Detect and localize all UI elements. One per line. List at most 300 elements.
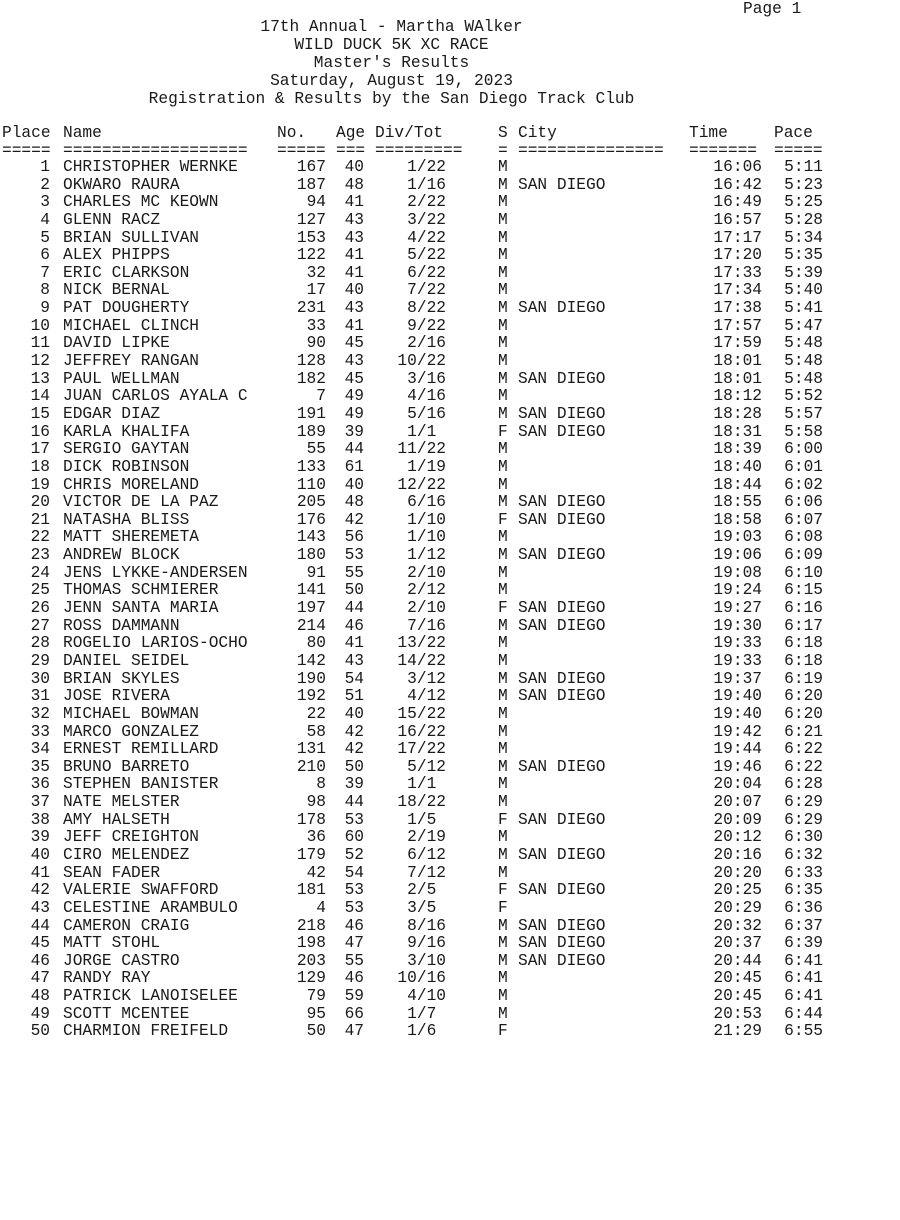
pace: 6:33 [784, 863, 823, 882]
col-place: Place [2, 124, 51, 142]
runner-name: BRIAN SKYLES [63, 669, 180, 688]
bib-number: 7 [316, 387, 326, 406]
pace: 6:41 [784, 987, 823, 1006]
division-rank: 2/5 [407, 881, 446, 900]
division-rank: 9/22 [407, 316, 446, 335]
finish-time: 19:06 [713, 546, 762, 565]
rule-name: =================== [63, 141, 248, 160]
rule-div: ========= [375, 141, 463, 160]
result-row [2, 387, 882, 405]
place: 13 [30, 369, 50, 388]
sex: M [498, 281, 508, 300]
bib-number: 153 [296, 228, 326, 247]
pace: 6:20 [784, 704, 823, 723]
pace: 5:48 [784, 369, 823, 388]
bib-number: 79 [306, 987, 326, 1006]
age: 44 [344, 440, 364, 459]
age: 42 [344, 510, 364, 529]
division-rank: 1/19 [407, 457, 446, 476]
runner-name: VALERIE SWAFFORD [63, 881, 219, 900]
city: SAN DIEGO [518, 810, 606, 829]
runner-name: EDGAR DIAZ [63, 404, 161, 423]
sex: M [498, 828, 508, 847]
column-rule-row [2, 142, 882, 160]
runner-name: JORGE CASTRO [63, 951, 180, 970]
sex: M [498, 387, 508, 406]
age: 66 [344, 1004, 364, 1023]
bib-number: 58 [306, 722, 326, 741]
bib-number: 192 [296, 687, 326, 706]
runner-name: NICK BERNAL [63, 281, 170, 300]
runner-name: AMY HALSETH [63, 810, 170, 829]
place: 32 [30, 704, 50, 723]
result-row [2, 405, 882, 423]
runner-name: MICHAEL BOWMAN [63, 704, 199, 723]
city: SAN DIEGO [518, 175, 606, 194]
sex: M [498, 934, 508, 953]
city: SAN DIEGO [518, 687, 606, 706]
result-row [2, 511, 882, 529]
place: 41 [30, 863, 50, 882]
result-row [2, 1005, 882, 1023]
bib-number: 210 [296, 757, 326, 776]
pace: 6:44 [784, 1004, 823, 1023]
bib-number: 50 [306, 1022, 326, 1041]
pace: 5:35 [784, 246, 823, 265]
results-category: Master's Results [313, 54, 470, 72]
result-row [2, 705, 882, 723]
finish-time: 18:39 [713, 440, 762, 459]
finish-time: 17:20 [713, 246, 762, 265]
age: 50 [344, 757, 364, 776]
runner-name: ALEX PHIPPS [63, 246, 170, 265]
division-rank: 1/1 [407, 775, 446, 794]
age: 43 [344, 352, 364, 371]
bib-number: 167 [296, 158, 326, 176]
age: 55 [344, 951, 364, 970]
runner-name: THOMAS SCHMIERER [63, 581, 219, 600]
sex: M [498, 475, 508, 494]
sex: F [498, 810, 508, 829]
finish-time: 16:06 [713, 158, 762, 176]
place: 11 [30, 334, 50, 353]
city: SAN DIEGO [518, 422, 606, 441]
pace: 6:28 [784, 775, 823, 794]
finish-time: 19:03 [713, 528, 762, 547]
sex: M [498, 440, 508, 459]
pace: 6:16 [784, 599, 823, 618]
place: 1 [40, 158, 50, 176]
city: SAN DIEGO [518, 616, 606, 635]
runner-name: ERIC CLARKSON [63, 263, 190, 282]
result-row [2, 634, 882, 652]
result-row [2, 917, 882, 935]
age: 43 [344, 210, 364, 229]
organizer-credit: Registration & Results by the San Diego Track Club [148, 90, 635, 108]
place: 37 [30, 793, 50, 812]
place: 26 [30, 599, 50, 618]
runner-name: JEFFREY RANGAN [63, 352, 199, 371]
sex: M [498, 563, 508, 582]
finish-time: 18:44 [713, 475, 762, 494]
city: SAN DIEGO [518, 757, 606, 776]
place: 19 [30, 475, 50, 494]
pace: 5:57 [784, 404, 823, 423]
runner-name: PAT DOUGHERTY [63, 299, 190, 318]
sex: M [498, 916, 508, 935]
result-row [2, 987, 882, 1005]
age: 56 [344, 528, 364, 547]
bib-number: 131 [296, 740, 326, 759]
place: 2 [40, 175, 50, 194]
place: 27 [30, 616, 50, 635]
sex: M [498, 210, 508, 229]
division-rank: 3/16 [407, 369, 446, 388]
pace: 6:18 [784, 634, 823, 653]
place: 23 [30, 546, 50, 565]
age: 53 [344, 881, 364, 900]
pace: 5:11 [784, 158, 823, 176]
finish-time: 17:33 [713, 263, 762, 282]
pace: 6:01 [784, 457, 823, 476]
place: 43 [30, 898, 50, 917]
division-rank: 1/22 [407, 158, 446, 176]
finish-time: 20:20 [713, 863, 762, 882]
age: 40 [344, 475, 364, 494]
column-headers [2, 124, 882, 159]
pace: 6:29 [784, 793, 823, 812]
age: 41 [344, 263, 364, 282]
age: 40 [344, 281, 364, 300]
sex: M [498, 757, 508, 776]
result-row [2, 775, 882, 793]
result-row [2, 334, 882, 352]
sex: M [498, 793, 508, 812]
division-rank: 1/16 [407, 175, 446, 194]
place: 12 [30, 352, 50, 371]
result-row [2, 564, 882, 582]
pace: 6:09 [784, 546, 823, 565]
result-row [2, 811, 882, 829]
age: 41 [344, 246, 364, 265]
result-row [2, 281, 882, 299]
place: 14 [30, 387, 50, 406]
finish-time: 19:24 [713, 581, 762, 600]
finish-time: 20:12 [713, 828, 762, 847]
pace: 6:06 [784, 493, 823, 512]
finish-time: 20:16 [713, 845, 762, 864]
age: 60 [344, 828, 364, 847]
pace: 6:20 [784, 687, 823, 706]
col-name: Name [63, 124, 102, 142]
city: SAN DIEGO [518, 934, 606, 953]
finish-time: 19:37 [713, 669, 762, 688]
runner-name: DICK ROBINSON [63, 457, 190, 476]
sex: M [498, 616, 508, 635]
event-title: 17th Annual - Martha WAlker [260, 18, 523, 36]
finish-time: 19:40 [713, 704, 762, 723]
runner-name: CHARLES MC KEOWN [63, 193, 219, 212]
sex: M [498, 687, 508, 706]
sex: M [498, 651, 508, 670]
finish-time: 19:08 [713, 563, 762, 582]
runner-name: ROSS DAMMANN [63, 616, 180, 635]
place: 22 [30, 528, 50, 547]
result-row [2, 723, 882, 741]
result-row [2, 546, 882, 564]
finish-time: 17:38 [713, 299, 762, 318]
finish-time: 17:59 [713, 334, 762, 353]
bib-number: 214 [296, 616, 326, 635]
bib-number: 189 [296, 422, 326, 441]
result-row [2, 423, 882, 441]
place: 7 [40, 263, 50, 282]
bib-number: 187 [296, 175, 326, 194]
place: 36 [30, 775, 50, 794]
result-row [2, 158, 882, 176]
city: SAN DIEGO [518, 404, 606, 423]
pace: 6:30 [784, 828, 823, 847]
finish-time: 20:32 [713, 916, 762, 935]
runner-name: KARLA KHALIFA [63, 422, 190, 441]
sex: M [498, 845, 508, 864]
runner-name: OKWARO RAURA [63, 175, 180, 194]
city: SAN DIEGO [518, 369, 606, 388]
age: 41 [344, 634, 364, 653]
pace: 6:41 [784, 969, 823, 988]
division-rank: 7/12 [407, 863, 446, 882]
sex: M [498, 581, 508, 600]
col-pace: Pace [774, 124, 813, 142]
runner-name: ERNEST REMILLARD [63, 740, 219, 759]
runner-name: BRIAN SULLIVAN [63, 228, 199, 247]
rule-time: ======= [689, 141, 757, 160]
result-row [2, 458, 882, 476]
sex: M [498, 863, 508, 882]
sex: M [498, 352, 508, 371]
runner-name: DANIEL SEIDEL [63, 651, 190, 670]
runner-name: RANDY RAY [63, 969, 151, 988]
city: SAN DIEGO [518, 510, 606, 529]
age: 46 [344, 616, 364, 635]
finish-time: 18:28 [713, 404, 762, 423]
pace: 5:23 [784, 175, 823, 194]
runner-name: MARCO GONZALEZ [63, 722, 199, 741]
place: 45 [30, 934, 50, 953]
age: 46 [344, 969, 364, 988]
bib-number: 127 [296, 210, 326, 229]
city: SAN DIEGO [518, 546, 606, 565]
age: 41 [344, 193, 364, 212]
runner-name: ROGELIO LARIOS-OCHO [63, 634, 248, 653]
result-row [2, 899, 882, 917]
result-row [2, 828, 882, 846]
city: SAN DIEGO [518, 669, 606, 688]
age: 43 [344, 299, 364, 318]
division-rank: 1/12 [407, 546, 446, 565]
city: SAN DIEGO [518, 916, 606, 935]
runner-name: CELESTINE ARAMBULO [63, 898, 238, 917]
runner-name: PATRICK LANOISELEE [63, 987, 238, 1006]
bib-number: 55 [306, 440, 326, 459]
rule-no: ===== [277, 141, 326, 160]
runner-name: PAUL WELLMAN [63, 369, 180, 388]
runner-name: SEAN FADER [63, 863, 161, 882]
col-sex: S [498, 124, 508, 142]
city: SAN DIEGO [518, 845, 606, 864]
age: 48 [344, 493, 364, 512]
age: 39 [344, 775, 364, 794]
finish-time: 19:46 [713, 757, 762, 776]
result-row [2, 440, 882, 458]
place: 16 [30, 422, 50, 441]
result-row [2, 211, 882, 229]
pace: 5:28 [784, 210, 823, 229]
place: 48 [30, 987, 50, 1006]
sex: M [498, 175, 508, 194]
pace: 6:39 [784, 934, 823, 953]
division-rank: 13/22 [397, 634, 446, 653]
sex: M [498, 334, 508, 353]
age: 40 [344, 158, 364, 176]
bib-number: 180 [296, 546, 326, 565]
bib-number: 17 [306, 281, 326, 300]
runner-name: GLENN RACZ [63, 210, 161, 229]
bib-number: 231 [296, 299, 326, 318]
place: 33 [30, 722, 50, 741]
age: 47 [344, 1022, 364, 1041]
sex: F [498, 1022, 508, 1041]
division-rank: 1/10 [407, 510, 446, 529]
sex: F [498, 898, 508, 917]
division-rank: 3/10 [407, 951, 446, 970]
sex: M [498, 669, 508, 688]
age: 47 [344, 934, 364, 953]
bib-number: 98 [306, 793, 326, 812]
division-rank: 4/10 [407, 987, 446, 1006]
place: 38 [30, 810, 50, 829]
sex: M [498, 369, 508, 388]
place: 34 [30, 740, 50, 759]
sex: M [498, 546, 508, 565]
pace: 5:48 [784, 352, 823, 371]
bib-number: 110 [296, 475, 326, 494]
bib-number: 191 [296, 404, 326, 423]
col-div: Div/Tot [375, 124, 443, 142]
bib-number: 218 [296, 916, 326, 935]
bib-number: 91 [306, 563, 326, 582]
sex: M [498, 634, 508, 653]
pace: 5:34 [784, 228, 823, 247]
race-name: WILD DUCK 5K XC RACE [294, 36, 489, 54]
place: 6 [40, 246, 50, 265]
division-rank: 4/16 [407, 387, 446, 406]
bib-number: 128 [296, 352, 326, 371]
division-rank: 10/22 [397, 352, 446, 371]
sex: M [498, 493, 508, 512]
race-date: Saturday, August 19, 2023 [270, 72, 513, 90]
age: 44 [344, 599, 364, 618]
result-row [2, 493, 882, 511]
division-rank: 17/22 [397, 740, 446, 759]
city: SAN DIEGO [518, 951, 606, 970]
sex: M [498, 263, 508, 282]
runner-name: JEFF CREIGHTON [63, 828, 199, 847]
result-row [2, 881, 882, 899]
result-row [2, 370, 882, 388]
sex: M [498, 722, 508, 741]
rule-age: === [336, 141, 366, 160]
place: 30 [30, 669, 50, 688]
runner-name: JENN SANTA MARIA [63, 599, 219, 618]
sex: M [498, 246, 508, 265]
age: 55 [344, 563, 364, 582]
finish-time: 17:17 [713, 228, 762, 247]
finish-time: 16:57 [713, 210, 762, 229]
sex: M [498, 987, 508, 1006]
division-rank: 11/22 [397, 440, 446, 459]
pace: 6:55 [784, 1022, 823, 1041]
finish-time: 18:58 [713, 510, 762, 529]
place: 10 [30, 316, 50, 335]
pace: 5:48 [784, 334, 823, 353]
bib-number: 133 [296, 457, 326, 476]
rule-place: ===== [2, 141, 51, 160]
result-row [2, 740, 882, 758]
age: 41 [344, 316, 364, 335]
result-row [2, 969, 882, 987]
division-rank: 2/10 [407, 563, 446, 582]
bib-number: 80 [306, 634, 326, 653]
sex: M [498, 775, 508, 794]
place: 21 [30, 510, 50, 529]
finish-time: 18:31 [713, 422, 762, 441]
result-row [2, 670, 882, 688]
sex: F [498, 599, 508, 618]
sex: M [498, 1004, 508, 1023]
pace: 6:32 [784, 845, 823, 864]
pace: 6:18 [784, 651, 823, 670]
rule-city: =============== [518, 141, 664, 160]
pace: 6:35 [784, 881, 823, 900]
division-rank: 1/5 [407, 810, 446, 829]
sex: M [498, 528, 508, 547]
sex: M [498, 740, 508, 759]
pace: 6:08 [784, 528, 823, 547]
finish-time: 19:30 [713, 616, 762, 635]
pace: 6:10 [784, 563, 823, 582]
pace: 6:22 [784, 757, 823, 776]
runner-name: SCOTT MCENTEE [63, 1004, 190, 1023]
bib-number: 22 [306, 704, 326, 723]
place: 8 [40, 281, 50, 300]
finish-time: 20:07 [713, 793, 762, 812]
runner-name: BRUNO BARRETO [63, 757, 190, 776]
place: 4 [40, 210, 50, 229]
runner-name: SERGIO GAYTAN [63, 440, 190, 459]
runner-name: MATT STOHL [63, 934, 161, 953]
place: 24 [30, 563, 50, 582]
finish-time: 17:34 [713, 281, 762, 300]
division-rank: 15/22 [397, 704, 446, 723]
division-rank: 7/16 [407, 616, 446, 635]
runner-name: VICTOR DE LA PAZ [63, 493, 219, 512]
age: 50 [344, 581, 364, 600]
col-no: No. [277, 124, 307, 142]
division-rank: 10/16 [397, 969, 446, 988]
bib-number: 42 [306, 863, 326, 882]
place: 35 [30, 757, 50, 776]
